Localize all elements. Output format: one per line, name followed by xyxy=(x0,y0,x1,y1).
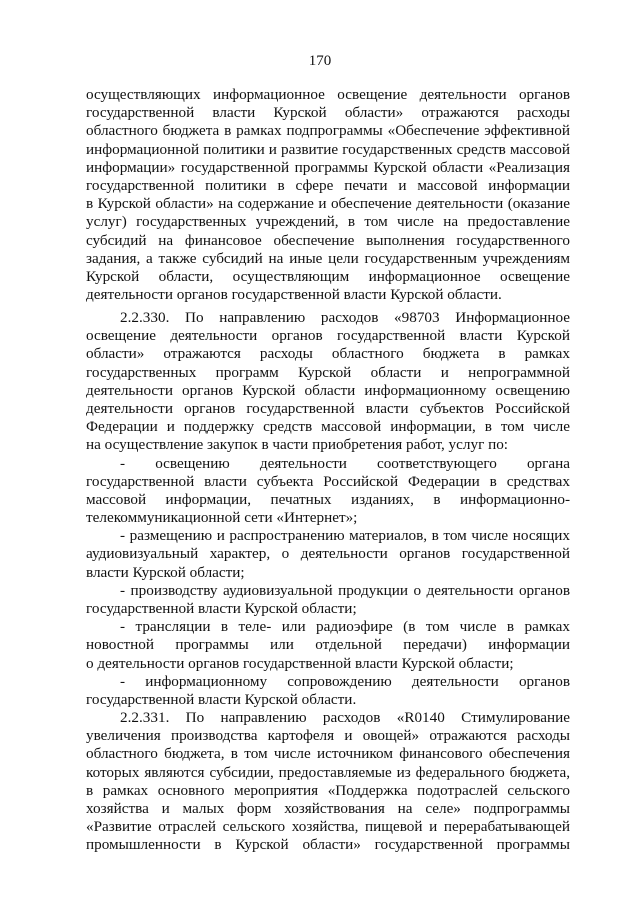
text-line: информационной политики и развитие государственных средств массовой xyxy=(86,140,570,158)
text-line: государственной власти Курской области; xyxy=(86,600,357,617)
text-line: увеличения производства картофеля и овощей» отражаются расходы xyxy=(86,727,570,745)
text-line: массовой информации, печатных изданиях, в информационно- xyxy=(86,490,570,508)
text-line: областного бюджета, в том числе источником финансового обеспечения xyxy=(86,745,570,763)
text-line: «Развитие отраслей сельского хозяйства, пищевой и перерабатывающей xyxy=(86,818,570,836)
text-line: областного бюджета в рамках подпрограммы «Обеспечение эффективной xyxy=(86,122,570,140)
list-item-line: - освещению деятельности соответствующего органа xyxy=(120,454,570,472)
text-line: власти Курской области; xyxy=(86,563,245,581)
list-item-line: - размещению и распространению материалов, в том числе носящих xyxy=(120,527,570,545)
page-number: 170 xyxy=(308,53,332,69)
text-line: о деятельности органов государственной власти Курской области; xyxy=(86,654,514,672)
text-line: задания, а также субсидий на иные цели государственным учреждениям xyxy=(86,249,570,267)
text-line: информации» государственной программы Курской области «Реализация xyxy=(86,158,570,176)
text-line: субсидий на финансовое обеспечение выполнения государственного xyxy=(86,231,570,249)
section-2-2-331 xyxy=(86,709,570,855)
text-line: промышленности в Курской области» государственной программы xyxy=(86,836,570,854)
list-item-line: - производству аудиовизуальной продукции о деятельности органов xyxy=(120,581,570,599)
section-heading-line: 2.2.331. По направлению расходов «R0140 Стимулирование xyxy=(120,709,570,726)
text-line: в Курской области» на содержание и обеспечение деятельности (оказание xyxy=(86,195,570,213)
text-line: Курской области, осуществляющим информационное освещение xyxy=(86,267,570,285)
text-line: услуг) государственных учреждений, в том числе на предоставление xyxy=(86,213,570,231)
text-line: освещение деятельности органов государственной власти Курской xyxy=(86,327,570,345)
text-line: деятельности органов государственной власти субъектов Российской xyxy=(86,399,570,417)
text-line: Федерации и поддержку средств массовой информации, в том числе xyxy=(86,418,570,436)
text-line: области» отражаются расходы областного бюджета в рамках xyxy=(86,345,570,363)
text-line: телекоммуникационной сети «Интернет»; xyxy=(86,509,358,527)
section-heading-line: 2.2.330. По направлению расходов «98703 Информационное xyxy=(120,309,570,326)
text-line: аудиовизуальный характер, о деятельности органов государственной xyxy=(86,545,570,563)
list-item-line: - трансляции в теле- или радиоэфире (в том числе в рамках xyxy=(120,618,570,636)
text-line: в рамках основного мероприятия «Поддержка подотраслей сельского xyxy=(86,781,570,799)
text-line: хозяйства и малых форм хозяйствования на селе» подпрограммы xyxy=(86,799,570,817)
text-line: государственной власти субъекта Российской Федерации в средствах xyxy=(86,472,570,490)
text-line: деятельности органов Курской области информационному освещению xyxy=(86,381,570,399)
text-line: государственной политики в сфере печати и массовой информации xyxy=(86,176,570,194)
text-line: государственной власти Курской области» отражаются расходы xyxy=(86,104,570,122)
text-line: государственных программ Курской области и непрограммной xyxy=(86,363,570,381)
text-line: на осуществление закупок в части приобретения работ, услуг по: xyxy=(86,436,509,454)
text-line: государственной власти Курской области. xyxy=(86,690,357,708)
paragraph-continuation xyxy=(86,86,570,304)
section-2-2-330 xyxy=(86,309,570,709)
text-line: осуществляющих информационное освещение деятельности органов xyxy=(86,86,570,103)
text-line: которых являются субсидии, предоставляемые из федерального бюджета, xyxy=(86,763,570,781)
text-line: новостной программы или отдельной передачи) информации xyxy=(86,636,570,654)
list-item-line: - информационному сопровождению деятельности органов xyxy=(120,672,570,690)
text-line: деятельности органов государственной власти Курской области. xyxy=(86,286,502,304)
